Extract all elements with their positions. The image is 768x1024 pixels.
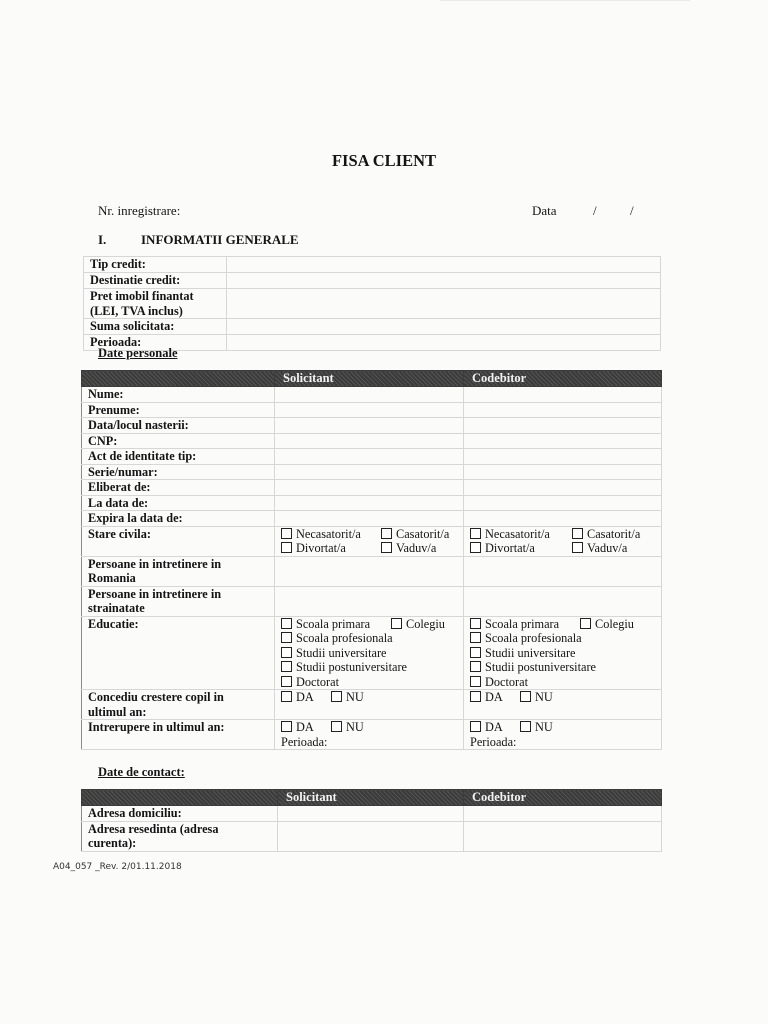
table-row bbox=[82, 526, 662, 556]
coborrower-field[interactable] bbox=[464, 495, 662, 511]
field-label: Eliberat de: bbox=[82, 480, 275, 496]
applicant-field[interactable] bbox=[275, 480, 464, 496]
checkbox-option[interactable]: Necasatorit/a bbox=[470, 527, 572, 542]
checkbox-option[interactable]: Studii postuniversitare bbox=[470, 660, 596, 675]
field-label: Act de identitate tip: bbox=[82, 449, 275, 465]
coborrower-civil-status bbox=[464, 526, 662, 556]
checkbox[interactable] bbox=[281, 528, 292, 539]
applicant-field[interactable] bbox=[275, 511, 464, 527]
checkbox[interactable] bbox=[281, 676, 292, 687]
header-cell-coborrower: Codebitor bbox=[464, 371, 662, 387]
checkbox-option[interactable]: Casatorit/a bbox=[381, 527, 449, 542]
field-label: Data/locul nasterii: bbox=[82, 418, 275, 434]
coborrower-field[interactable] bbox=[464, 511, 662, 527]
checkbox-option-no[interactable]: NU bbox=[520, 720, 553, 735]
checkbox-option[interactable]: Studii universitare bbox=[470, 646, 576, 661]
checkbox[interactable] bbox=[470, 676, 481, 687]
checkbox-option[interactable]: Colegiu bbox=[580, 617, 634, 632]
checkbox[interactable] bbox=[381, 542, 392, 553]
checkbox[interactable] bbox=[470, 632, 481, 643]
checkbox-option[interactable]: Studii universitare bbox=[281, 646, 387, 661]
scan-edge-line bbox=[440, 0, 690, 1]
coborrower-field[interactable] bbox=[464, 586, 662, 616]
checkbox-option[interactable]: Casatorit/a bbox=[572, 527, 640, 542]
table-row bbox=[82, 449, 662, 465]
period-label: Perioada: bbox=[281, 734, 328, 749]
header-cell-applicant: Solicitant bbox=[275, 371, 464, 387]
checkbox[interactable] bbox=[470, 542, 481, 553]
table-row bbox=[82, 402, 662, 418]
field-label: La data de: bbox=[82, 495, 275, 511]
coborrower-field[interactable] bbox=[464, 480, 662, 496]
checkbox[interactable] bbox=[281, 647, 292, 658]
field-label: Perioada: bbox=[84, 335, 227, 351]
table-row bbox=[82, 616, 662, 690]
coborrower-field[interactable] bbox=[464, 433, 662, 449]
date-label: Data bbox=[532, 203, 557, 218]
checkbox[interactable] bbox=[331, 691, 342, 702]
checkbox-option[interactable]: Studii postuniversitare bbox=[281, 660, 407, 675]
field-label bbox=[84, 289, 227, 319]
checkbox[interactable] bbox=[281, 632, 292, 643]
table-header-row bbox=[82, 790, 662, 806]
contact-data-table bbox=[81, 789, 662, 852]
applicant-field[interactable] bbox=[275, 556, 464, 586]
checkbox-option[interactable]: Scoala primara bbox=[281, 617, 391, 632]
field-label: Persoane in intretinere in strainatate bbox=[82, 586, 275, 616]
coborrower-field[interactable] bbox=[464, 387, 662, 403]
period-label: Perioada: bbox=[470, 734, 517, 749]
coborrower-field[interactable] bbox=[464, 806, 662, 822]
table-row bbox=[82, 821, 662, 851]
checkbox[interactable] bbox=[391, 618, 402, 629]
table-row bbox=[82, 806, 662, 822]
registration-label: Nr. inregistrare: bbox=[98, 203, 181, 218]
field-label: Serie/numar: bbox=[82, 464, 275, 480]
field-label: Destinatie credit: bbox=[84, 273, 227, 289]
table-row bbox=[82, 418, 662, 434]
applicant-field[interactable] bbox=[275, 402, 464, 418]
section-title: INFORMATII GENERALE bbox=[141, 232, 299, 247]
coborrower-field[interactable] bbox=[464, 449, 662, 465]
checkbox-option-no[interactable]: NU bbox=[520, 690, 553, 705]
checkbox-option[interactable]: Scoala primara bbox=[470, 617, 580, 632]
checkbox[interactable] bbox=[281, 661, 292, 672]
checkbox[interactable] bbox=[281, 542, 292, 553]
personal-data-subtitle: Date personale bbox=[98, 346, 178, 360]
checkbox[interactable] bbox=[381, 528, 392, 539]
period-field[interactable] bbox=[227, 335, 661, 351]
requested-amount-field[interactable] bbox=[227, 319, 661, 335]
checkbox[interactable] bbox=[470, 721, 481, 732]
header-cell-applicant: Solicitant bbox=[278, 790, 464, 806]
checkbox-option-yes[interactable]: DA bbox=[470, 720, 520, 735]
table-row bbox=[82, 433, 662, 449]
coborrower-field[interactable] bbox=[464, 418, 662, 434]
coborrower-field[interactable] bbox=[464, 402, 662, 418]
applicant-field[interactable] bbox=[278, 821, 464, 851]
table-row bbox=[84, 319, 661, 335]
checkbox[interactable] bbox=[281, 691, 292, 702]
credit-purpose-field[interactable] bbox=[227, 273, 661, 289]
checkbox[interactable] bbox=[281, 618, 292, 629]
checkbox-option-no[interactable]: NU bbox=[331, 720, 364, 735]
checkbox[interactable] bbox=[520, 691, 531, 702]
page-title: FISA CLIENT bbox=[331, 151, 437, 170]
applicant-civil-status bbox=[275, 526, 464, 556]
checkbox-option[interactable]: Scoala profesionala bbox=[281, 631, 393, 646]
checkbox[interactable] bbox=[572, 542, 583, 553]
coborrower-interruption bbox=[464, 720, 662, 750]
table-row bbox=[82, 720, 662, 750]
header-cell bbox=[82, 371, 275, 387]
checkbox-option[interactable]: Necasatorit/a bbox=[281, 527, 381, 542]
applicant-field[interactable] bbox=[275, 464, 464, 480]
header-cell-coborrower: Codebitor bbox=[464, 790, 662, 806]
field-label: CNP: bbox=[82, 433, 275, 449]
field-label: Expira la data de: bbox=[82, 511, 275, 527]
applicant-field[interactable] bbox=[275, 449, 464, 465]
field-label: Tip credit: bbox=[84, 257, 227, 273]
checkbox[interactable] bbox=[572, 528, 583, 539]
applicant-field[interactable] bbox=[278, 806, 464, 822]
field-label: Nume: bbox=[82, 387, 275, 403]
checkbox[interactable] bbox=[520, 721, 531, 732]
checkbox-option[interactable]: Divortat/a bbox=[281, 541, 381, 556]
property-price-field[interactable] bbox=[227, 289, 661, 319]
checkbox-option[interactable]: Doctorat bbox=[470, 675, 528, 690]
checkbox[interactable] bbox=[281, 721, 292, 732]
checkbox[interactable] bbox=[580, 618, 591, 629]
applicant-field[interactable] bbox=[275, 495, 464, 511]
checkbox[interactable] bbox=[331, 721, 342, 732]
field-label: Prenume: bbox=[82, 402, 275, 418]
table-row bbox=[84, 257, 661, 273]
checkbox[interactable] bbox=[470, 618, 481, 629]
checkbox-option-yes[interactable]: DA bbox=[281, 690, 331, 705]
field-label: Educatie: bbox=[82, 616, 275, 690]
table-header-row bbox=[82, 371, 662, 387]
applicant-education bbox=[275, 616, 464, 690]
table-row bbox=[84, 289, 661, 319]
field-label: Stare civila: bbox=[82, 526, 275, 556]
table-row bbox=[82, 464, 662, 480]
table-row bbox=[82, 387, 662, 403]
checkbox[interactable] bbox=[470, 661, 481, 672]
checkbox[interactable] bbox=[470, 691, 481, 702]
field-label-line: Pret imobil finantat bbox=[90, 289, 194, 303]
document-revision-footer: A04_057 _Rev. 2/01.11.2018 bbox=[53, 862, 182, 872]
coborrower-field[interactable] bbox=[464, 464, 662, 480]
field-label-line: (LEI, TVA inclus) bbox=[90, 303, 183, 318]
field-label: Persoane in intretinere in Romania bbox=[82, 556, 275, 586]
coborrower-field[interactable] bbox=[464, 556, 662, 586]
section-number: I. bbox=[98, 232, 107, 247]
date-separator: / bbox=[630, 203, 634, 218]
applicant-interruption bbox=[275, 720, 464, 750]
checkbox-option-yes[interactable]: DA bbox=[470, 690, 520, 705]
header-cell bbox=[82, 790, 278, 806]
table-row bbox=[84, 273, 661, 289]
applicant-field[interactable] bbox=[275, 387, 464, 403]
field-label: Intrerupere in ultimul an: bbox=[82, 720, 275, 750]
date-separator: / bbox=[593, 203, 597, 218]
table-row bbox=[82, 495, 662, 511]
table-row bbox=[82, 690, 662, 720]
coborrower-education bbox=[464, 616, 662, 690]
checkbox-option[interactable]: Divortat/a bbox=[470, 541, 572, 556]
checkbox-option-no[interactable]: NU bbox=[331, 690, 364, 705]
table-row bbox=[82, 556, 662, 586]
general-info-table bbox=[83, 256, 661, 351]
credit-type-field[interactable] bbox=[227, 257, 661, 273]
checkbox-option[interactable]: Vaduv/a bbox=[572, 541, 627, 556]
checkbox-option[interactable]: Scoala profesionala bbox=[470, 631, 582, 646]
contact-data-subtitle: Date de contact: bbox=[98, 765, 185, 779]
checkbox-option[interactable]: Doctorat bbox=[281, 675, 339, 690]
table-row bbox=[82, 480, 662, 496]
field-label: Adresa domiciliu: bbox=[82, 806, 278, 822]
field-label: Suma solicitata: bbox=[84, 319, 227, 335]
applicant-field[interactable] bbox=[275, 418, 464, 434]
table-row bbox=[82, 511, 662, 527]
table-row bbox=[82, 586, 662, 616]
personal-data-table bbox=[81, 370, 662, 750]
checkbox-option[interactable]: Vaduv/a bbox=[381, 541, 436, 556]
field-label: Adresa resedinta (adresa curenta): bbox=[82, 821, 278, 851]
applicant-leave bbox=[275, 690, 464, 720]
field-label: Concediu crestere copil in ultimul an: bbox=[82, 690, 275, 720]
applicant-field[interactable] bbox=[275, 433, 464, 449]
applicant-field[interactable] bbox=[275, 586, 464, 616]
checkbox-option[interactable]: Colegiu bbox=[391, 617, 445, 632]
checkbox-option-yes[interactable]: DA bbox=[281, 720, 331, 735]
coborrower-leave bbox=[464, 690, 662, 720]
checkbox[interactable] bbox=[470, 528, 481, 539]
coborrower-field[interactable] bbox=[464, 821, 662, 851]
checkbox[interactable] bbox=[470, 647, 481, 658]
